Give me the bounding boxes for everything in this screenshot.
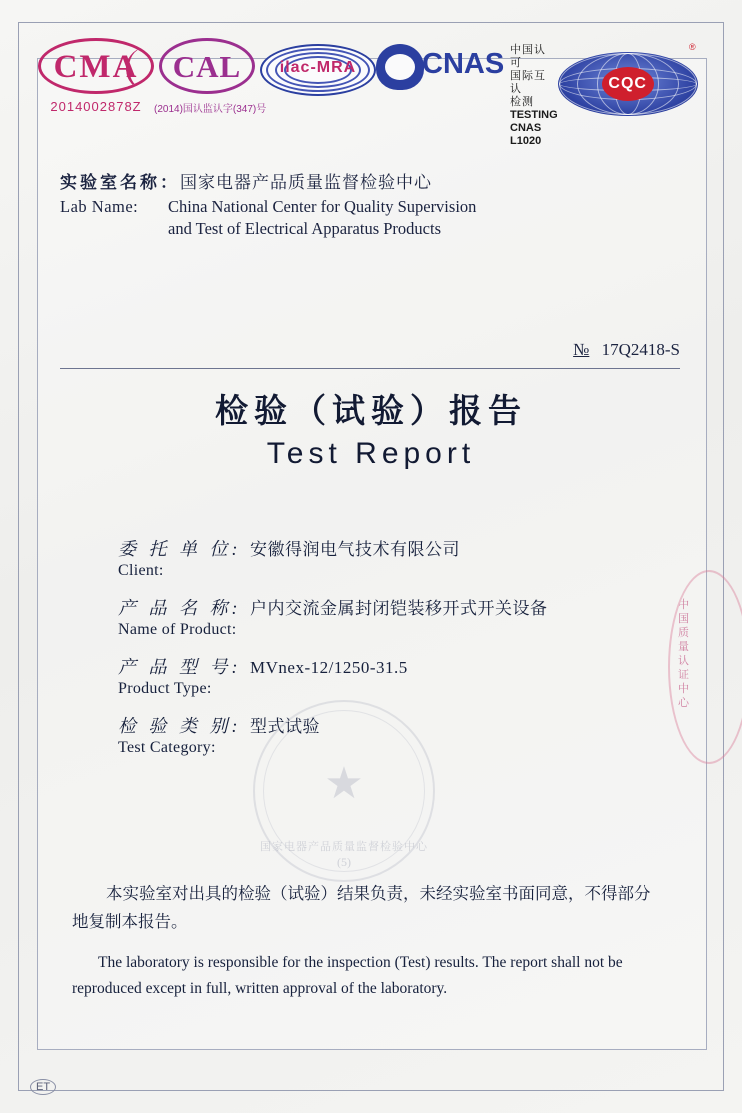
cnas-mark [376, 38, 508, 94]
cal-icon: CAL [159, 38, 255, 94]
field-product-name-value: 户内交流金属封闭铠装移开式开关设备 [250, 599, 548, 618]
field-client-label-cn: 委 托 单 位: [118, 539, 242, 559]
cma-code: 2014002878Z [50, 99, 142, 114]
cnas-line-4: TESTING [510, 109, 558, 121]
cnas-line-5: CNAS L1020 [510, 122, 542, 147]
report-serial-row [60, 340, 680, 360]
cma-mark [38, 38, 154, 114]
cnas-label: CNAS [422, 48, 505, 80]
disclaimer-en: The laboratory is responsible for the inspection (Test) results. The report shall not be reproduced except in full, written approval of the laboratory. [72, 954, 623, 997]
lab-name-value-en-line1: China National Center for Quality Supervision [168, 197, 477, 216]
field-client-label-en: Client: [118, 562, 164, 579]
cma-icon: CMA [38, 38, 154, 94]
side-seal-watermark [668, 570, 742, 764]
registered-icon: ® [689, 42, 696, 52]
disclaimer-cn: 本实验室对出具的检验（试验）结果负责，未经实验室书面同意，不得部分地复制本报告。 [72, 884, 651, 931]
globe-icon [558, 52, 698, 116]
lab-name-label-en: Lab Name: [60, 197, 139, 216]
cnas-line-2: 国际互认 [510, 70, 546, 95]
ilac-mra-label: ilac-MRA [279, 59, 357, 76]
field-product-name-label-en: Name of Product: [118, 621, 237, 638]
field-product-name [118, 594, 658, 639]
cnas-icon [376, 42, 508, 94]
field-product-type-label-en: Product Type: [118, 680, 212, 697]
star-icon: ★ [324, 758, 364, 808]
field-client [118, 535, 658, 580]
cnas-accreditation-text [508, 38, 558, 148]
cnas-line-3: 检测 [510, 96, 534, 108]
field-test-category-value: 型式试验 [250, 717, 320, 736]
lab-name-value-en-line2: and Test of Electrical Apparatus Products [168, 219, 442, 238]
serial-number: 17Q2418-S [601, 340, 680, 359]
cqc-globe-mark [558, 38, 698, 116]
cnas-line-1: 中国认可 [510, 44, 546, 69]
ilac-mra-mark [260, 38, 376, 96]
official-seal-watermark [253, 700, 435, 882]
ilac-mra-icon [260, 44, 376, 96]
page-title-en: Test Report [266, 437, 476, 470]
laboratory-name-block [60, 168, 680, 239]
field-product-type [118, 653, 658, 698]
footer-mark: ET [30, 1079, 56, 1095]
field-product-type-value: MVnex-12/1250-31.5 [250, 658, 408, 677]
field-client-value: 安徽得润电气技术有限公司 [250, 540, 460, 559]
serial-label: № [573, 340, 590, 359]
cal-mark [154, 38, 267, 115]
field-product-type-label-cn: 产 品 型 号: [118, 657, 242, 677]
seal-arc-text: 国家电器产品质量监督检验中心 [260, 841, 428, 853]
seal-number: (5) [337, 855, 351, 869]
accreditation-marks-row [38, 38, 696, 148]
lab-name-value-cn: 国家电器产品质量监督检验中心 [180, 173, 432, 192]
lab-name-label-cn: 实验室名称： [60, 173, 180, 192]
field-product-name-label-cn: 产 品 名 称: [118, 598, 242, 618]
cal-code: (2014)国认监认字(347)号 [154, 104, 267, 115]
field-test-category-label-cn: 检 验 类 别: [118, 716, 242, 736]
side-seal-text: 中国质量认证中心 [678, 599, 690, 709]
page-title-cn: 检验（试验）报告 [215, 394, 527, 430]
cqc-label: CQC [602, 67, 654, 101]
field-test-category-label-en: Test Category: [118, 739, 216, 756]
serial-divider [60, 368, 680, 369]
